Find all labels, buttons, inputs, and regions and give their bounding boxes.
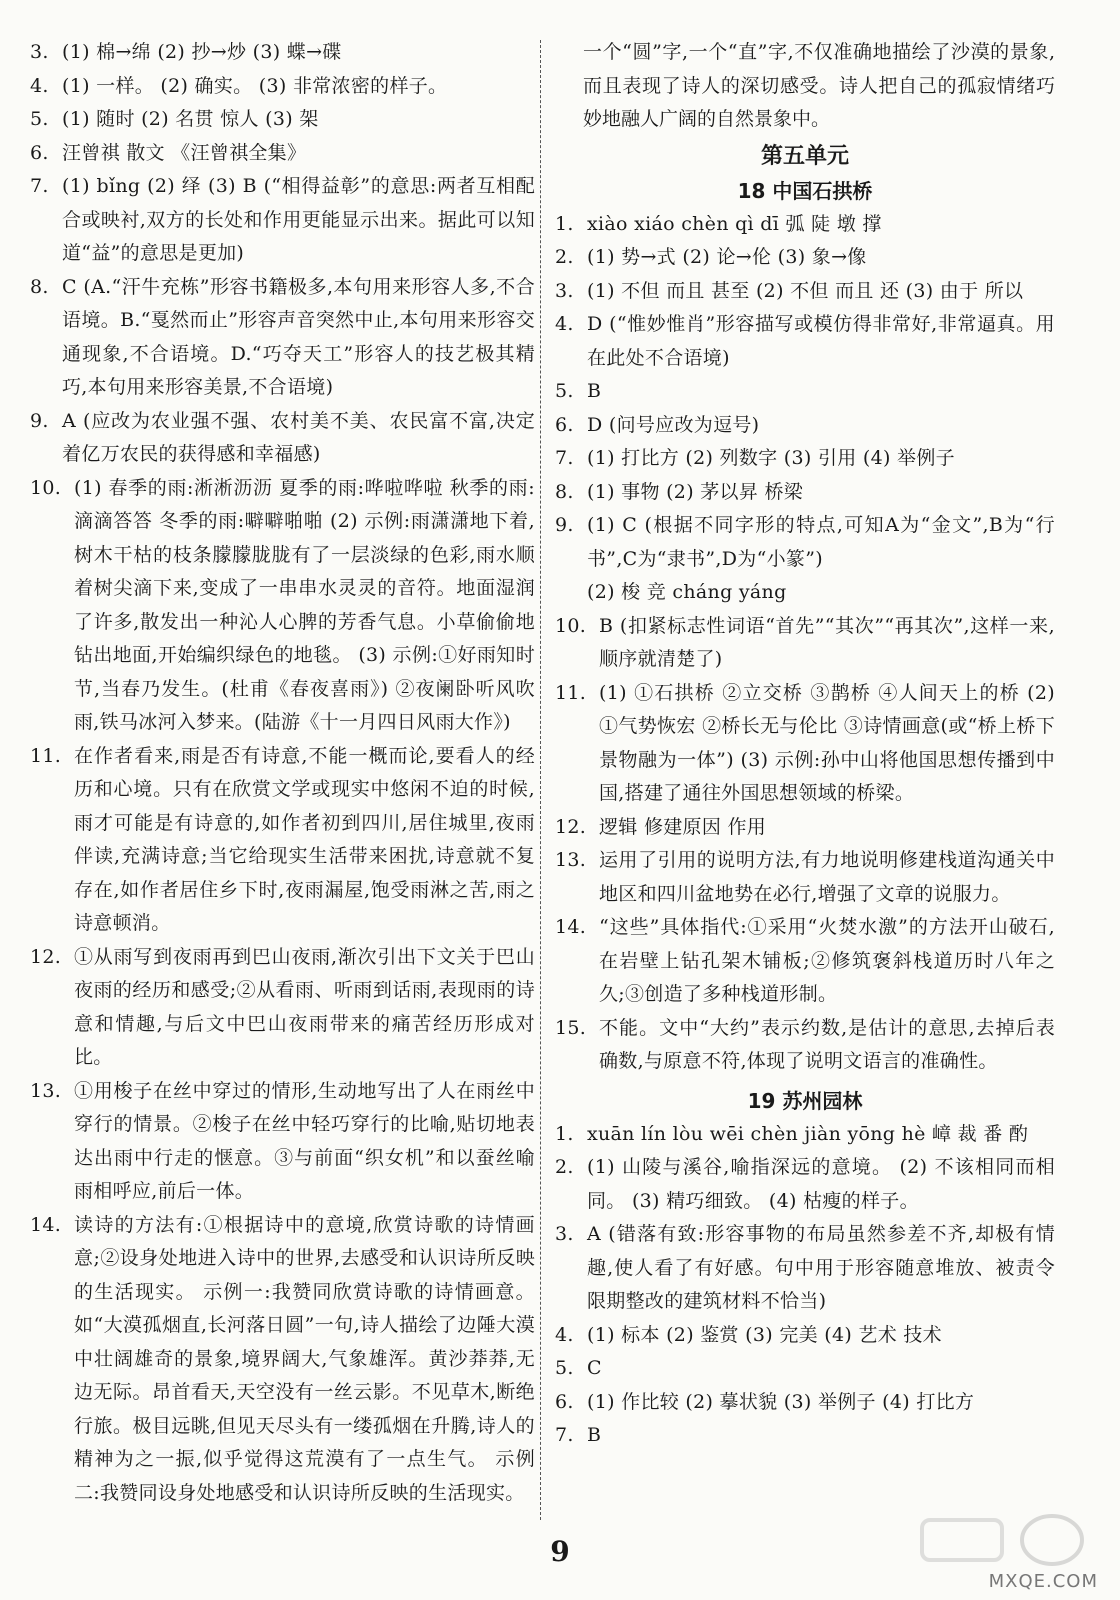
answer-item (555, 844, 1055, 911)
answer-item (30, 1209, 535, 1511)
answer-item (555, 308, 1055, 375)
answer-number: 11. (555, 681, 587, 704)
lesson-18-title: 18 中国石拱桥 (737, 178, 873, 203)
answer-item (30, 1075, 535, 1209)
answer-number: 6. (555, 1390, 574, 1413)
answer-text: (1) 春季的雨:淅淅沥沥 夏季的雨:哗啦哗啦 秋季的雨:滴滴答答 冬季的雨:噼噼啪啪 (2) 示例:雨潇潇地下着,树木干枯的枝条朦朦胧胧有了一层淡绿的色彩,雨水顺着树尖滴下来,变成了一串串水灵灵的音符。地面湿润了许多,散发出一种沁人心脾的芳香气息。小草偷偷地钻出地面,开始编织绿色的地毯。 (3) 示例:①好雨知时节,当春乃发生。(杜甫《春夜喜雨》) ②夜阑卧听风吹雨,铁马冰河入梦来。(陆游《十一月四日风雨大作》) (74, 476, 535, 733)
answer-item (30, 941, 535, 1075)
answer-text: (1) bǐng (2) 绎 (3) B (“相得益彰”的意思:两者互相配合或映衬,双方的长处和作用更能显示出来。据此可以知道“益”的意思是更加) (62, 175, 535, 264)
unit-title: 第五单元 (760, 143, 849, 169)
answer-number: 5. (555, 380, 574, 402)
left-column (30, 36, 535, 1510)
answer-item (555, 509, 1055, 610)
answer-number: 2. (555, 1156, 574, 1178)
answer-text: (1) 棉→绵 (2) 抄→炒 (3) 蝶→碟 (62, 41, 342, 63)
answer-item (30, 36, 535, 70)
answer-number: 12. (555, 815, 587, 838)
answer-item (555, 275, 1055, 309)
answer-item (30, 70, 535, 104)
answer-item (555, 1419, 1055, 1453)
answer-item (30, 472, 535, 740)
answer-item (555, 1118, 1055, 1152)
answer-text: 读诗的方法有:①根据诗中的意境,欣赏诗歌的诗情画意;②设身处地进入诗中的世界,去感受和认识诗所反映的生活现实。 示例一:我赞同欣赏诗歌的诗情画意。如“大漠孤烟直,长河落日圆”一句,诗人描绘了边陲大漠中壮阔雄奇的景象,境界阔大,气象雄浑。黄沙莽莽,无边无际。昂首看天,天空没有一丝云影。不见草木,断绝行旅。极目远眺,但见天尽头有一缕孤烟在升腾,诗人的精神为之一振,似乎觉得这荒漠有了一点生气。 示例二:我赞同设身处地感受和认识诗所反映的生活现实。 (74, 1213, 535, 1504)
answer-number: 9. (555, 514, 574, 536)
answer-text: xiào xiáo chèn qì dī 弧 陡 墩 撑 (587, 212, 882, 235)
answer-item (555, 1386, 1055, 1420)
answer-text: (1) 随时 (2) 名贯 惊人 (3) 架 (62, 108, 319, 130)
answer-item (30, 170, 535, 271)
answer-number: 13. (30, 1079, 62, 1102)
answer-text: B (587, 1424, 602, 1446)
answer-number: 4. (30, 74, 49, 97)
answer-number: 1. (555, 1122, 574, 1145)
answer-text: (1) 山陵与溪谷,喻指深远的意境。 (2) 不该相同而相同。 (3) 精巧细致。 (4) 枯瘦的样子。 (587, 1156, 1055, 1212)
answer-text: B (587, 380, 602, 402)
answer-item (555, 476, 1055, 510)
answer-item (555, 911, 1055, 1012)
answer-text: B (扣紧标志性词语“首先”“其次”“再其次”,这样一来,顺序就清楚了) (599, 614, 1055, 670)
answer-text: D (问号应改为逗号) (587, 413, 760, 436)
answer-text: A (应改为农业强不强、农村美不美、农民富不富,决定着亿万农民的获得感和幸福感) (62, 409, 535, 465)
answer-text: ①从雨写到夜雨再到巴山夜雨,渐次引出下文关于巴山夜雨的经历和感受;②从看雨、听雨到话雨,表现雨的诗意和情趣,与后文中巴山夜雨带来的痛苦经历形成对比。 (74, 945, 535, 1068)
answer-number: 14. (30, 1213, 62, 1236)
answer-text: 汪曾祺 散文 《汪曾祺全集》 (62, 141, 307, 164)
answer-text: (1) 打比方 (2) 列数字 (3) 引用 (4) 举例子 (587, 447, 955, 469)
answer-item (555, 375, 1055, 409)
right-column (555, 36, 1055, 1453)
answer-number: 6. (555, 413, 574, 436)
answer-number: 5. (555, 1357, 574, 1379)
answer-number: 3. (555, 1223, 574, 1245)
answer-text: 运用了引用的说明方法,有力地说明修建栈道沟通关中地区和四川盆地势在必行,增强了文章的说服力。 (599, 849, 1055, 905)
answer-number: 5. (30, 108, 49, 130)
answer-number: 15. (555, 1016, 587, 1039)
answer-item (30, 271, 535, 405)
answer-number: 12. (30, 945, 62, 968)
answer-item (555, 1012, 1055, 1079)
answer-text: ①用梭子在丝中穿过的情形,生动地写出了人在雨丝中穿行的情景。②梭子在丝中轻巧穿行的比喻,贴切地表达出雨中行走的惬意。③与前面“织女机”和以蚕丝喻雨相呼应,前后一体。 (74, 1079, 535, 1202)
answer-text: (1) 一样。 (2) 确实。 (3) 非常浓密的样子。 (62, 74, 448, 97)
continued-answer-text: 一个“圆”字,一个“直”字,不仅准确地描绘了沙漠的景象,而且表现了诗人的深切感受。诗人把自己的孤寂情绪巧妙地融人广阔的自然景象中。 (583, 41, 1055, 130)
answer-number: 10. (30, 476, 62, 499)
answer-item (30, 740, 535, 941)
answer-item (30, 137, 535, 171)
answer-number: 8. (30, 275, 49, 298)
answer-number: 4. (555, 313, 574, 335)
answer-item (555, 811, 1055, 845)
answer-text: (1) 标本 (2) 鉴赏 (3) 完美 (4) 艺术 技术 (587, 1323, 942, 1346)
answer-number: 4. (555, 1323, 574, 1346)
answer-item (30, 103, 535, 137)
answer-item (555, 1319, 1055, 1353)
answer-text: (1) ①石拱桥 ②立交桥 ③鹊桥 ④人间天上的桥 (2) ①气势恢宏 ②桥长无与伦比 ③诗情画意(或“桥上桥下景物融为一体”) (3) 示例:孙中山将他国思想传播到中国,搭建了通往外国思想领域的桥梁。 (599, 681, 1055, 804)
answer-text: (1) C (根据不同字形的特点,可知A为“金文”,B为“行书”,C为“隶书”,D为“小篆”) (2) 梭 竞 cháng yáng (587, 514, 1055, 603)
answer-number: 1. (555, 212, 574, 235)
answer-number: 10. (555, 614, 587, 637)
page-number: 9 (550, 1535, 570, 1568)
answer-text: 逻辑 修建原因 作用 (599, 815, 767, 838)
answer-item (555, 610, 1055, 677)
column-divider (540, 40, 541, 1520)
answer-number: 14. (555, 916, 587, 938)
answer-text: D (“惟妙惟肖”形容描写或模仿得非常好,非常逼真。用在此处不合语境) (587, 313, 1055, 369)
answer-item (555, 208, 1055, 242)
answer-item (555, 241, 1055, 275)
answer-number: 7. (555, 447, 574, 469)
answer-text: C (587, 1357, 602, 1379)
answer-item (555, 1151, 1055, 1218)
answer-text: C (A.“汗牛充栋”形容书籍极多,本句用来形容人多,不合语境。B.“戛然而止”形容声音突然中止,本句用来形容交通现象,不合语境。D.“巧夺天工”形容人的技艺极其精巧,本句用来形容美景,不合语境) (62, 275, 535, 398)
lesson-18-answers (555, 208, 1055, 1079)
answer-text: 不能。文中“大约”表示约数,是估计的意思,去掉后表确数,与原意不符,体现了说明文语言的准确性。 (599, 1016, 1055, 1072)
answer-number: 3. (555, 279, 574, 302)
lesson-19-title: 19 苏州园林 (747, 1088, 863, 1113)
answer-number: 7. (555, 1424, 574, 1446)
answer-number: 2. (555, 246, 574, 268)
answer-number: 9. (30, 409, 49, 432)
answer-item (555, 442, 1055, 476)
lesson-19-answers (555, 1118, 1055, 1453)
answer-item (555, 1352, 1055, 1386)
answer-number: 8. (555, 480, 574, 503)
answer-item (555, 1218, 1055, 1319)
watermark-text: MXQE.COM (988, 1571, 1098, 1592)
answer-number: 3. (30, 41, 49, 63)
answer-text: “这些”具体指代:①采用“火焚水激”的方法开山破石,在岩壁上钻孔架木铺板;②修筑褒斜栈道历时八年之久;③创造了多种栈道形制。 (599, 916, 1055, 1005)
answer-item (555, 677, 1055, 811)
answer-number: 7. (30, 175, 49, 197)
answer-number: 6. (30, 141, 49, 164)
answer-text: 在作者看来,雨是否有诗意,不能一概而论,要看人的经历和心境。只有在欣赏文学或现实中悠闲不迫的时候,雨才可能是有诗意的,如作者初到四川,居住城里,夜雨伴读,充满诗意;当它给现实生活带来困扰,诗意就不复存在,如作者居住乡下时,夜雨漏屋,饱受雨淋之苦,雨之诗意顿消。 (74, 744, 535, 934)
answer-text: (1) 不但 而且 甚至 (2) 不但 而且 还 (3) 由于 所以 (587, 279, 1024, 302)
answer-number: 13. (555, 849, 587, 871)
answer-item (555, 409, 1055, 443)
answer-number: 11. (30, 744, 62, 767)
answer-text: A (错落有致:形容事物的布局虽然参差不齐,却极有情趣,使人看了有好感。句中用于形容随意堆放、被责令限期整改的建筑材料不恰当) (587, 1223, 1055, 1312)
answer-text: xuān lín lòu wēi chèn jiàn yōng hè 嶂 裁 番 酌 (587, 1122, 1029, 1145)
answer-text: (1) 势→式 (2) 论→伦 (3) 象→像 (587, 246, 867, 268)
answer-text: (1) 事物 (2) 茅以昇 桥梁 (587, 480, 804, 503)
answer-item (30, 405, 535, 472)
answer-text: (1) 作比较 (2) 摹状貌 (3) 举例子 (4) 打比方 (587, 1390, 975, 1413)
